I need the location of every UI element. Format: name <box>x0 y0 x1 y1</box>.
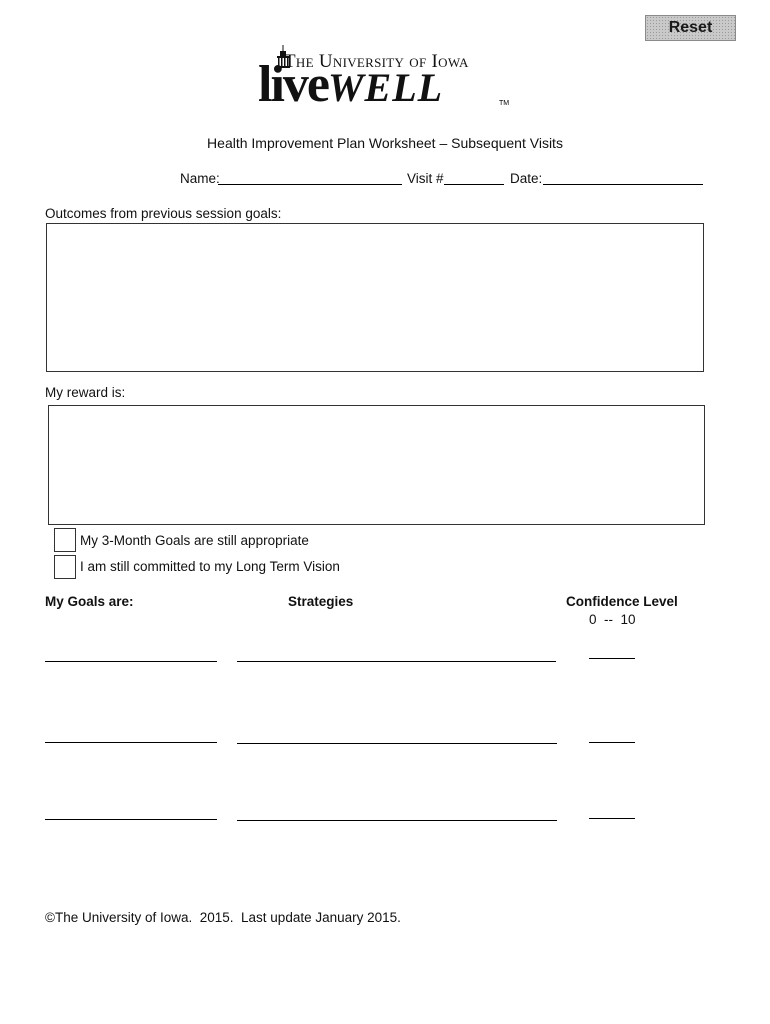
goals-appropriate-checkbox[interactable] <box>54 528 76 552</box>
visit-label: Visit # <box>407 171 444 186</box>
confidence-field-3[interactable] <box>589 818 635 819</box>
trademark-mark: TM <box>499 100 510 107</box>
strategy-field-3[interactable] <box>237 820 557 821</box>
outcomes-textarea[interactable] <box>46 223 704 372</box>
livewell-wordmark <box>258 56 444 113</box>
long-term-vision-checkbox[interactable] <box>54 555 76 579</box>
visit-number-field[interactable] <box>444 184 504 185</box>
reward-textarea[interactable] <box>48 405 705 525</box>
confidence-column-header: Confidence Level <box>566 594 678 609</box>
strategies-column-header: Strategies <box>288 594 354 609</box>
reward-label: My reward is: <box>45 385 126 400</box>
footer-copyright: ©The University of Iowa. 2015. Last update January 2015. <box>45 910 401 925</box>
university-name: The University of Iowa <box>284 51 469 72</box>
livewell-well: WELL <box>327 65 444 110</box>
goal-field-1[interactable] <box>45 661 217 662</box>
outcomes-label: Outcomes from previous session goals: <box>45 206 282 221</box>
livewell-live: live <box>258 56 328 113</box>
strategy-field-1[interactable] <box>237 661 556 662</box>
reset-button[interactable]: Reset <box>645 15 736 41</box>
confidence-field-1[interactable] <box>589 658 635 659</box>
name-label: Name: <box>180 171 220 186</box>
date-field[interactable] <box>543 184 703 185</box>
confidence-field-2[interactable] <box>589 742 635 743</box>
date-label: Date: <box>510 171 543 186</box>
strategy-field-2[interactable] <box>237 743 557 744</box>
goals-appropriate-label: My 3-Month Goals are still appropriate <box>80 533 309 548</box>
university-iowa-livewell-logo <box>258 45 518 115</box>
goals-column-header: My Goals are: <box>45 594 134 609</box>
goal-field-3[interactable] <box>45 819 217 820</box>
confidence-scale: 0 -- 10 <box>589 612 636 627</box>
long-term-vision-label: I am still committed to my Long Term Vision <box>80 559 340 574</box>
goal-field-2[interactable] <box>45 742 217 743</box>
page-title: Health Improvement Plan Worksheet – Subsequent Visits <box>207 135 563 151</box>
name-field[interactable] <box>218 184 402 185</box>
